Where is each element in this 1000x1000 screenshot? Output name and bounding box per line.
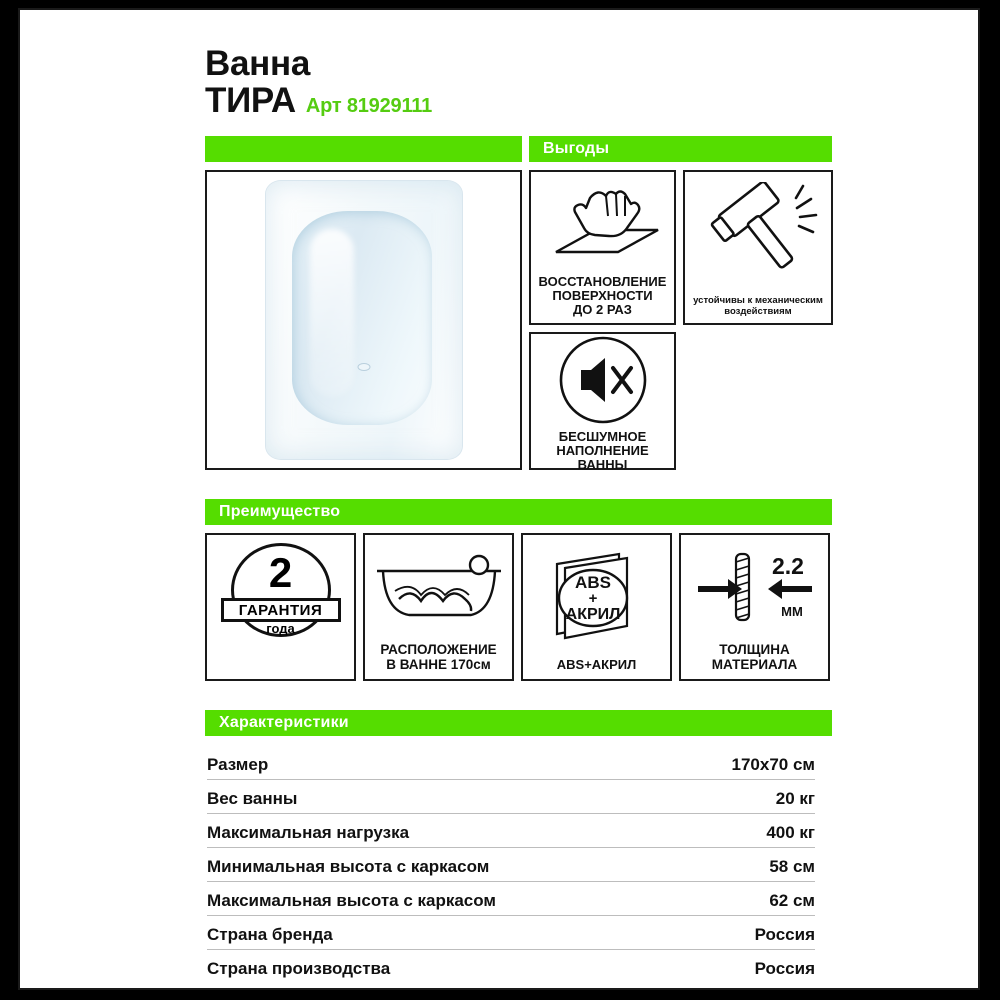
spec-value: 400 кг: [766, 823, 815, 842]
spec-label: Вес ванны: [207, 789, 298, 808]
bath-person-icon: [365, 535, 512, 642]
advantage-thickness: [679, 533, 830, 681]
advantage-4-caption-line1: ТОЛЩИНА: [719, 642, 790, 657]
product-article: Арт 81929111: [305, 95, 433, 117]
spec-label: Страна производства: [207, 959, 391, 978]
svg-text:+: +: [588, 590, 597, 607]
specs-section-bar: Характеристики: [205, 710, 832, 736]
advantage-material-layers: [521, 533, 672, 681]
spec-value: Россия: [754, 925, 815, 944]
spec-label: Размер: [207, 755, 269, 774]
table-row: [207, 950, 815, 983]
benefit-1-caption-line2: ПОВЕРХНОСТИ: [552, 288, 653, 303]
advantage-section-bar: Преимущество: [205, 499, 832, 525]
spec-value: Россия: [754, 959, 815, 978]
table-row: [207, 848, 815, 882]
advantage-4-caption-line2: МАТЕРИАЛА: [711, 657, 798, 672]
advantage-guarantee: [205, 533, 356, 681]
benefit-impact-resistance: [683, 170, 833, 325]
advantage-2-caption-line1: РАСПОЛОЖЕНИЕ: [380, 642, 497, 657]
svg-text:АКРИЛ: АКРИЛ: [565, 606, 620, 623]
bath-illustration: [265, 180, 463, 460]
table-row: [207, 746, 815, 780]
benefit-1-caption-line1: ВОССТАНОВЛЕНИЕ: [538, 274, 667, 289]
product-sheet: [18, 8, 980, 990]
benefit-silent-filling: [529, 332, 676, 470]
benefits-section-bar: Выгоды: [529, 136, 832, 162]
table-row: [207, 882, 815, 916]
bath-drain: [357, 363, 370, 371]
hand-polish-icon: [531, 172, 674, 275]
spec-value: 58 см: [769, 857, 815, 876]
product-photo: [205, 170, 522, 470]
benefit-3-caption-line2: НАПОЛНЕНИЕ ВАННЫ: [556, 443, 649, 472]
hammer-impact-icon: [685, 172, 831, 295]
spec-label: Минимальная высота с каркасом: [207, 857, 490, 876]
benefit-3-caption-line1: БЕСШУМНОЕ: [558, 429, 647, 444]
advantage-3-caption: ABS+АКРИЛ: [556, 657, 637, 672]
bath-highlight: [310, 229, 354, 397]
spec-label: Страна бренда: [207, 925, 333, 944]
section-bars: [185, 136, 833, 162]
guarantee-seal-icon: [229, 543, 333, 639]
product-card: [185, 32, 833, 978]
specs-table: [185, 746, 833, 983]
benefit-1-caption-line3: ДО 2 РАЗ: [573, 302, 632, 317]
benefits-column: [529, 170, 833, 470]
advantage-bar-wrap: [185, 486, 833, 525]
spec-label: Максимальная высота с каркасом: [207, 891, 496, 910]
benefit-2-caption-line1: устойчивы к механическим: [693, 295, 823, 306]
spec-value: 62 см: [769, 891, 815, 910]
advantage-position-in-bath: [363, 533, 514, 681]
benefit-2-caption-line2: воздействиям: [724, 306, 792, 317]
table-row: [207, 814, 815, 848]
table-row: [207, 780, 815, 814]
spec-label: Максимальная нагрузка: [207, 823, 410, 842]
thickness-gauge-icon: [681, 535, 828, 642]
specs-bar-wrap: [185, 697, 833, 736]
guarantee-number: 2: [268, 549, 293, 596]
product-name-line1: Ванна: [205, 44, 310, 83]
benefit-surface-restoration: [529, 170, 676, 325]
abs-acryl-layers-icon: [523, 535, 670, 657]
top-row: [185, 170, 833, 470]
svg-text:2.2: 2.2: [771, 552, 804, 579]
advantage-2-caption-line2: В ВАННЕ 170см: [386, 657, 491, 672]
title-block: [185, 32, 833, 120]
spec-value: 170х70 см: [731, 755, 815, 774]
guarantee-band-label: ГАРАНТИЯ: [221, 598, 341, 622]
benefits-row-top: [529, 170, 833, 325]
svg-text:ММ: ММ: [780, 603, 803, 619]
spec-value: 20 кг: [775, 789, 815, 808]
advantage-row: [185, 533, 833, 681]
photo-section-bar: [205, 136, 522, 162]
product-name-line2: ТИРА: [205, 81, 296, 120]
mute-speaker-icon: [531, 334, 674, 430]
benefits-row-bottom: [529, 332, 833, 470]
table-row: [207, 916, 815, 950]
guarantee-years-label: года: [266, 621, 295, 636]
svg-text:ABS: ABS: [574, 573, 611, 592]
